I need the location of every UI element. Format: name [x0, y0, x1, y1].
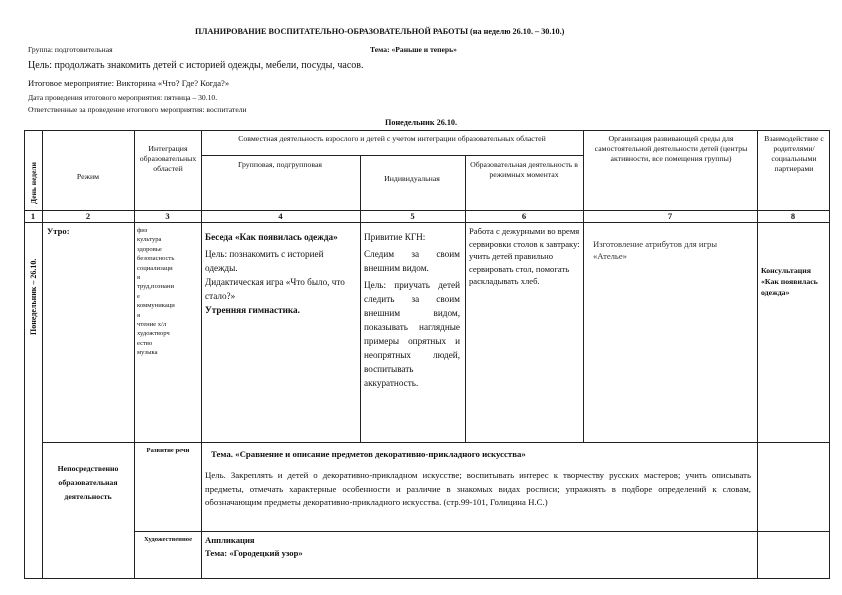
day-heading: Понедельник 26.10.	[385, 118, 458, 127]
header-parents: Взаимодействие с родителями/ социальными партнерами	[764, 134, 824, 173]
col-number: 8	[790, 211, 796, 221]
col-number: 2	[85, 211, 91, 221]
header-edu-regime: Образовательная деятельность в режимных моментах	[470, 160, 578, 179]
art-title: Аппликация	[205, 535, 255, 545]
final-event: Итоговое мероприятие: Викторина «Что? Где? Когда?»	[28, 78, 230, 88]
col-number: 5	[410, 211, 415, 221]
goal-text: Цель: продолжать знакомить детей с историей одежды, мебели, посуды, часов.	[28, 60, 364, 71]
header-integration: Интеграция образовательных областей	[139, 144, 197, 173]
col-number: 3	[165, 211, 170, 221]
header-group: Групповая, подгрупповая	[237, 160, 323, 169]
art-area: Художественное	[143, 536, 193, 543]
col-number: 6	[521, 211, 527, 221]
day-label: Понедельник – 26.10.	[29, 258, 38, 335]
speech-area: Развитие речи	[146, 447, 190, 454]
header-joint: Совместная деятельность взрослого и детей с учетом интеграции образовательных областей	[238, 134, 546, 143]
col-number: 4	[278, 211, 283, 221]
col-number: 7	[667, 211, 673, 221]
col-number: 1	[30, 211, 36, 221]
final-date: Дата проведения итогового мероприятия: пятница – 30.10.	[28, 93, 218, 102]
header-regime: Режим	[76, 172, 100, 181]
responsible: Ответственные за проведение итогового мероприятия: воспитатели	[28, 105, 247, 114]
env-activity: Изготовление атрибутов для игры «Ателье»	[593, 239, 718, 261]
direct-activity-label: Непосредственно образовательная деятельность	[57, 464, 119, 501]
regime-morning: Утро:	[47, 226, 70, 236]
group-label: Группа: подготовительная	[28, 45, 113, 54]
header-day-of-week: День недели	[29, 162, 38, 204]
speech-theme: Тема. «Сравнение и описание предметов декоративно-прикладного искусства»	[211, 449, 526, 459]
edu-regime-activity: Работа с дежурными во время сервировки столов к завтраку: учить детей правильно сервировать стол, помогать раскладывать хлеб.	[469, 226, 580, 286]
theme-label: Тема: «Раньше и теперь»	[370, 45, 457, 54]
header-individual: Индивидуальная	[384, 174, 440, 183]
speech-goal: Цель. Закреплять и детей о декоративно-прикладном искусстве; воспитывать интерес к творчеству русских мастеров; учить описывать предметы, отмечать характерные особенности и различие в знакомых видах росписи; упражнять в подборе определений к словам, обозначающим предметы декоративно-прикладного искусства. (стр.99-101, Голицина Н.С.)	[205, 470, 751, 507]
parents-activity: Консультация «Как появилась одежда»	[761, 266, 818, 297]
header-env: Организация развивающей среды для самостоятельной деятельности детей (центры активности, все помещения группы)	[594, 134, 748, 163]
individual-activity: Привитие КГН: Следим за своим внешним видом. Цель: приучать детей следить за своим внешним видом, показывать наглядные примеры опрятных и неопрятных людей, воспитывать аккуратность.	[364, 232, 460, 388]
integration-list: физ культура здоровье безопасность социализаци я труд,познани е коммуникаци я чтение х/л художтворч ество музыка	[137, 227, 175, 357]
group-activity: Беседа «Как появилась одежда» Цель: познакомить с историей одежды. Дидактическая игра «Что было, что стало?» Утренняя гимнастика.	[205, 232, 345, 315]
art-theme: Тема: «Городецкий узор»	[205, 548, 303, 558]
page-title: ПЛАНИРОВАНИЕ ВОСПИТАТЕЛЬНО-ОБРАЗОВАТЕЛЬНОЙ РАБОТЫ (на неделю 26.10. – 30.10.)	[195, 27, 565, 36]
